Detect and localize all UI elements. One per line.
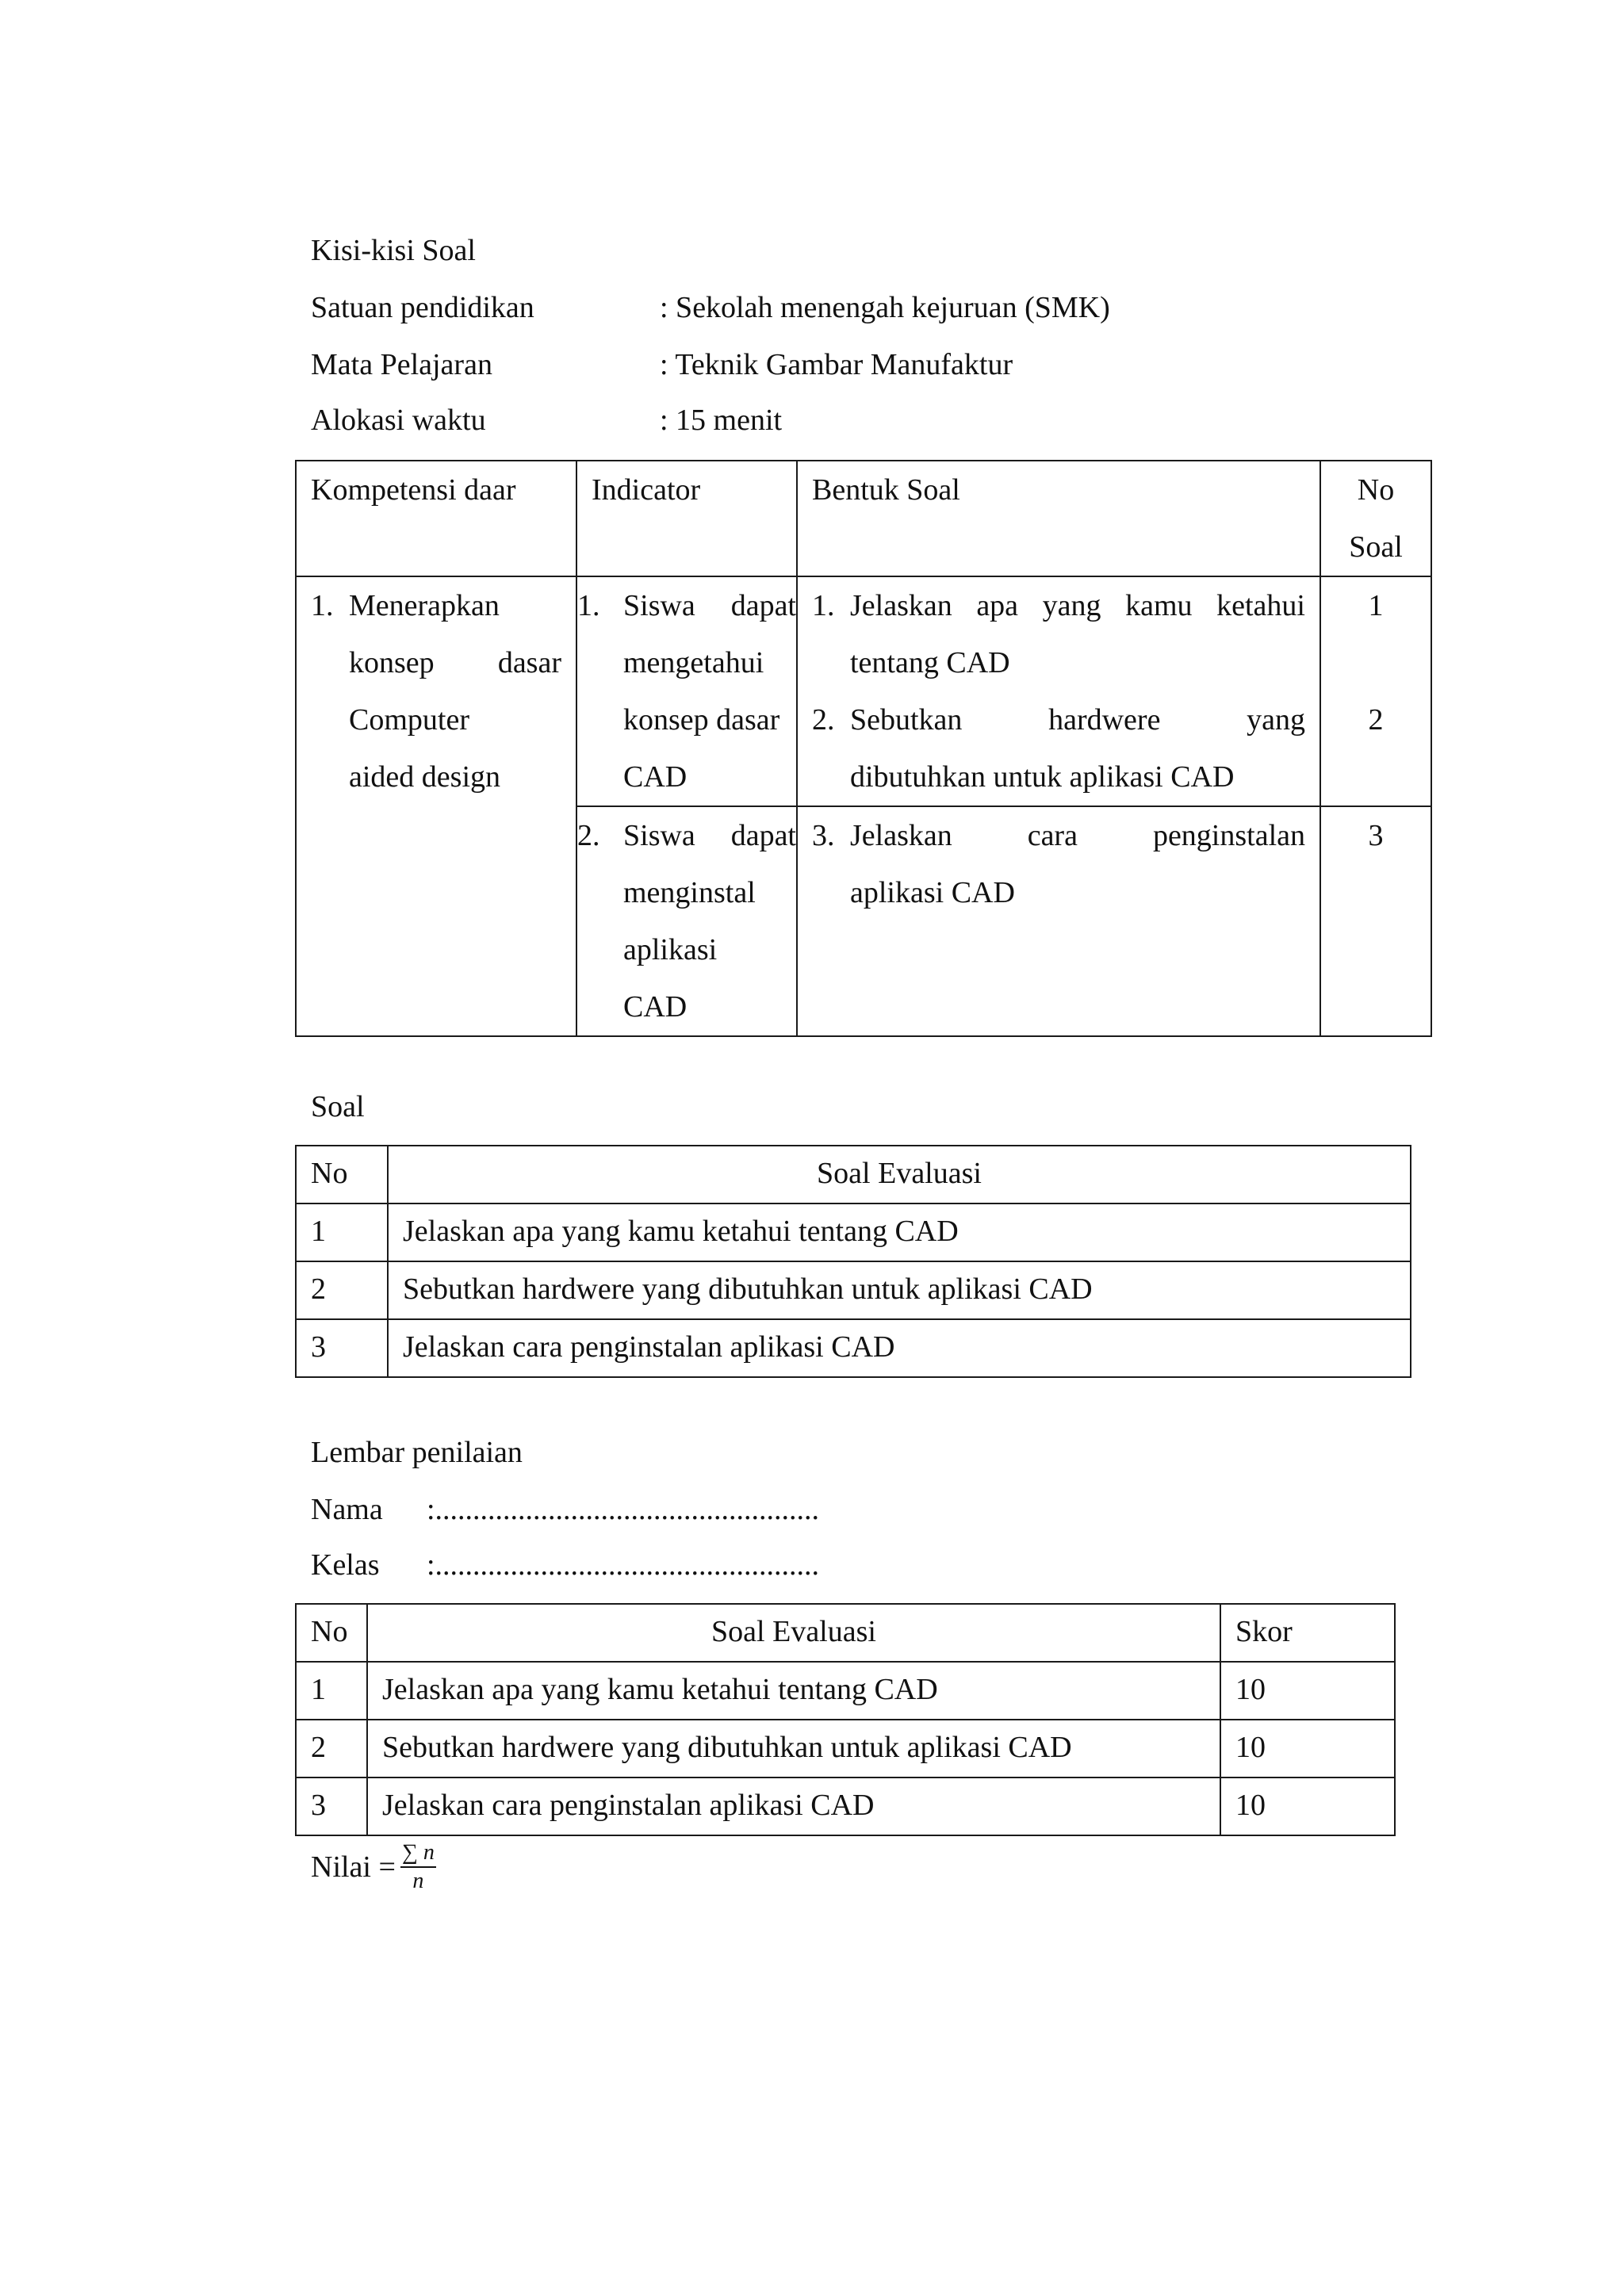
question-line xyxy=(850,577,1305,634)
row-text: Jelaskan cara penginstalan aplikasi CAD xyxy=(367,1777,1220,1835)
word: yang xyxy=(1247,703,1305,737)
indicator-cell xyxy=(576,806,797,1036)
header-row-satuan xyxy=(311,289,1110,327)
header-soal: Soal xyxy=(1349,530,1403,564)
list-number: 2. xyxy=(812,703,835,737)
row-no: 3 xyxy=(296,1777,367,1835)
indicator-line: menginstal xyxy=(623,876,756,909)
table-row xyxy=(296,576,1431,806)
nama-label: Nama xyxy=(311,1493,383,1526)
section-title-soal: Soal xyxy=(311,1090,365,1123)
bentuk-soal-cell xyxy=(797,576,1320,806)
header-skor: Skor xyxy=(1220,1604,1395,1662)
word: Jelaskan xyxy=(850,589,952,622)
kisi-kisi-table xyxy=(295,460,1432,1037)
question-line: tentang CAD xyxy=(850,646,1010,679)
page-title: Kisi-kisi Soal xyxy=(311,234,476,267)
word: ketahui xyxy=(1216,589,1305,622)
word: dapat xyxy=(730,589,796,622)
word: Jelaskan xyxy=(850,819,952,852)
soal-table xyxy=(295,1145,1411,1378)
row-no: 3 xyxy=(296,1319,388,1377)
row-text: Sebutkan hardwere yang dibutuhkan untuk aplikasi CAD xyxy=(388,1261,1411,1319)
header-indicator: Indicator xyxy=(576,461,797,576)
formula-denominator: n xyxy=(412,1869,424,1893)
header-label: Alokasi waktu xyxy=(311,404,486,437)
kelas-label: Kelas xyxy=(311,1548,380,1582)
row-skor: 10 xyxy=(1220,1777,1395,1835)
word: apa xyxy=(976,589,1019,622)
indicator-line: CAD xyxy=(623,990,688,1024)
header-row-alokasi xyxy=(311,401,783,439)
word: dasar xyxy=(497,646,561,679)
header-label: Satuan pendidikan xyxy=(311,291,534,324)
header-value: : Sekolah menengah kejuruan (SMK) xyxy=(660,291,1110,324)
nama-row xyxy=(311,1490,820,1529)
header-kompetensi: Kompetensi daar xyxy=(296,461,576,576)
no-soal-cell xyxy=(1320,576,1431,806)
question-line: dibutuhkan untuk aplikasi CAD xyxy=(850,760,1235,794)
table-row xyxy=(296,1203,1411,1261)
word: kamu xyxy=(1125,589,1193,622)
no-soal-value: 2 xyxy=(1368,703,1384,737)
table-row xyxy=(296,1720,1395,1777)
kompetensi-line: aided design xyxy=(349,760,501,794)
penilaian-table xyxy=(295,1603,1396,1836)
header-no-soal xyxy=(1320,461,1431,576)
nama-field: :................................................... xyxy=(427,1493,820,1526)
row-text: Jelaskan apa yang kamu ketahui tentang CAD xyxy=(388,1203,1411,1261)
word: konsep xyxy=(349,646,435,679)
indicator-line: mengetahui xyxy=(623,646,764,679)
word: cara xyxy=(1027,819,1078,852)
row-no: 2 xyxy=(296,1261,388,1319)
indicator-cell xyxy=(576,576,797,806)
indicator-line: CAD xyxy=(623,760,688,794)
table-row xyxy=(296,1319,1411,1377)
indicator-line xyxy=(623,807,796,864)
word: penginstalan xyxy=(1152,819,1305,852)
word: yang xyxy=(1042,589,1101,622)
section-title-penilaian: Lembar penilaian xyxy=(311,1436,523,1469)
word: Sebutkan xyxy=(850,703,963,737)
header-soal-evaluasi: Soal Evaluasi xyxy=(367,1604,1220,1662)
row-text: Jelaskan cara penginstalan aplikasi CAD xyxy=(388,1319,1411,1377)
kelas-field: :................................................... xyxy=(427,1548,820,1582)
indicator-line xyxy=(623,577,796,634)
list-number: 2. xyxy=(577,819,600,852)
kompetensi-line: Menerapkan xyxy=(349,589,500,622)
list-number: 1. xyxy=(577,589,600,622)
table-header-row xyxy=(296,1604,1395,1662)
bentuk-soal-cell xyxy=(797,806,1320,1036)
header-soal-evaluasi: Soal Evaluasi xyxy=(388,1146,1411,1203)
no-soal-value: 3 xyxy=(1368,819,1384,852)
table-header-row xyxy=(296,1146,1411,1203)
word: Siswa xyxy=(623,819,695,852)
question-line xyxy=(850,807,1305,864)
header-bentuk-soal: Bentuk Soal xyxy=(797,461,1320,576)
list-number: 1. xyxy=(812,589,835,622)
indicator-line: konsep dasar xyxy=(623,703,780,737)
table-row xyxy=(296,1261,1411,1319)
header-row-mapel xyxy=(311,346,1013,384)
no-soal-cell xyxy=(1320,806,1431,1036)
list-number: 3. xyxy=(812,819,835,852)
word: dapat xyxy=(730,819,796,852)
header-value: : 15 menit xyxy=(660,404,783,437)
word: Siswa xyxy=(623,589,695,622)
row-no: 1 xyxy=(296,1203,388,1261)
header-value: : Teknik Gambar Manufaktur xyxy=(660,348,1013,381)
no-soal-value: 1 xyxy=(1368,589,1384,622)
formula-fraction xyxy=(400,1839,436,1895)
question-line xyxy=(850,691,1305,748)
kompetensi-line: Computer xyxy=(349,703,469,737)
row-no: 1 xyxy=(296,1662,367,1720)
header-no: No xyxy=(296,1604,367,1662)
table-header-row xyxy=(296,461,1431,576)
question-line: aplikasi CAD xyxy=(850,876,1015,909)
row-no: 2 xyxy=(296,1720,367,1777)
formula-label: Nilai = xyxy=(311,1850,396,1884)
table-row xyxy=(296,1777,1395,1835)
row-text: Sebutkan hardwere yang dibutuhkan untuk aplikasi CAD xyxy=(367,1720,1220,1777)
list-number: 1. xyxy=(311,589,334,622)
row-skor: 10 xyxy=(1220,1662,1395,1720)
indicator-line: aplikasi xyxy=(623,933,718,966)
header-no: No xyxy=(1357,473,1395,507)
nilai-formula xyxy=(311,1839,436,1895)
kompetensi-line xyxy=(349,634,561,691)
word: hardwere xyxy=(1048,703,1161,737)
kompetensi-cell xyxy=(296,576,576,1036)
kelas-row xyxy=(311,1546,820,1584)
row-skor: 10 xyxy=(1220,1720,1395,1777)
table-row xyxy=(296,1662,1395,1720)
header-no: No xyxy=(296,1146,388,1203)
formula-numerator: ∑ n xyxy=(400,1839,436,1868)
row-text: Jelaskan apa yang kamu ketahui tentang CAD xyxy=(367,1662,1220,1720)
header-label: Mata Pelajaran xyxy=(311,348,492,381)
